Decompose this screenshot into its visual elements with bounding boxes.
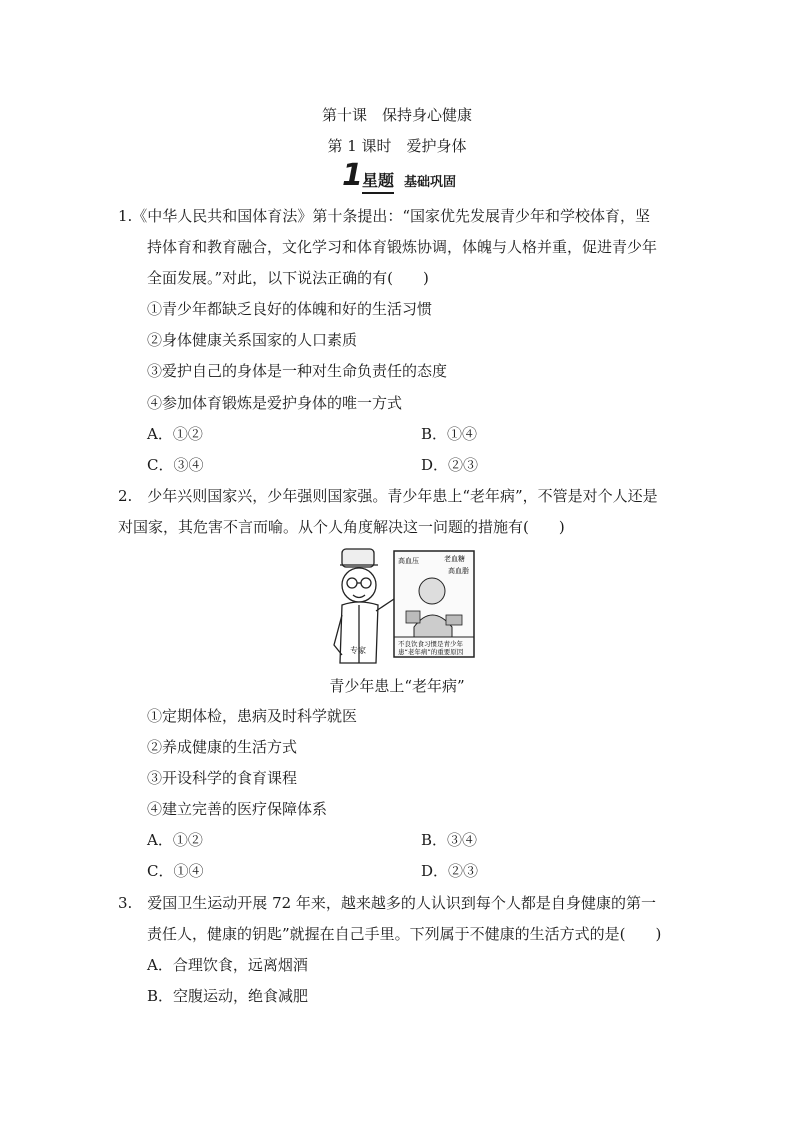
q1-statement-2: ②身体健康关系国家的人口素质 <box>147 331 358 349</box>
q1-stem-line3: 全面发展。”对此，以下说法正确的有( ) <box>147 269 429 287</box>
q2-statement-4: ④建立完善的医疗保障体系 <box>147 800 328 818</box>
q1-option-d: D．②③ <box>421 456 479 474</box>
q1-statement-4: ④参加体育锻炼是爱护身体的唯一方式 <box>147 394 403 412</box>
q1-statement-1: ①青少年都缺乏良好的体魄和好的生活习惯 <box>147 300 433 318</box>
cartoon-label-3: 高血脂 <box>448 567 469 575</box>
cartoon-image <box>332 545 476 667</box>
q2-option-a: A．①② <box>147 831 203 849</box>
q2-option-d: D．②③ <box>421 862 479 880</box>
cartoon-caption: 青少年患上“老年病” <box>329 677 465 695</box>
expert-figure <box>334 549 400 663</box>
lesson-title: 第十课 保持身心健康 <box>321 106 472 124</box>
cartoon-label-2: 老血糖 <box>444 555 465 563</box>
q1-option-b: B．①④ <box>421 425 478 443</box>
section-banner <box>342 158 472 193</box>
q2-stem-line1: 2. 少年兴则国家兴，少年强则国家强。青少年患上“老年病”，不管是对个人还是 <box>118 487 658 505</box>
q1-option-c: C．③④ <box>147 456 204 474</box>
q1-option-a: A．①② <box>147 425 203 443</box>
q3-option-b: B．空腹运动，绝食减肥 <box>147 987 309 1005</box>
q2-statement-1: ①定期体检，患病及时科学就医 <box>147 707 358 725</box>
banner-label: 星题 <box>362 168 394 194</box>
cartoon-label-1: 高血压 <box>398 557 419 565</box>
q1-stem-line1: 1.《中华人民共和国体育法》第十条提出：“国家优先发展青少年和学校体育，坚 <box>118 207 650 225</box>
q3-option-a: A．合理饮食，远离烟酒 <box>147 956 308 974</box>
banner-number: 1 <box>342 158 363 193</box>
cartoon-bottom-text-2: 患“老年病”的重要原因 <box>398 648 464 656</box>
period-title: 第 1 课时 爱护身体 <box>327 137 467 155</box>
q1-statement-3: ③爱护自己的身体是一种对生命负责任的态度 <box>147 362 448 380</box>
banner-subtitle: 基础巩固 <box>404 175 457 190</box>
q3-stem-line2: 责任人，健康的钥匙”就握在自己手里。下列属于不健康的生活方式的是( ) <box>147 925 662 943</box>
q3-stem-line1: 3. 爱国卫生运动开展 72 年来，越来越多的人认识到每个人都是自身健康的第一 <box>118 894 656 912</box>
q1-stem-line2: 持体育和教育融合，文化学习和体育锻炼协调，体魄与人格并重，促进青少年 <box>147 238 658 256</box>
cartoon-expert-label: 专家 <box>350 646 366 655</box>
q2-statement-2: ②养成健康的生活方式 <box>147 738 298 756</box>
q2-option-b: B．③④ <box>421 831 478 849</box>
cartoon-bottom-text-1: 不良饮食习惯是青少年 <box>398 640 463 648</box>
q2-stem-line2: 对国家，其危害不言而喻。从个人角度解决这一问题的措施有( ) <box>118 518 565 536</box>
q2-statement-3: ③开设科学的食育课程 <box>147 769 298 787</box>
q2-option-c: C．①④ <box>147 862 204 880</box>
